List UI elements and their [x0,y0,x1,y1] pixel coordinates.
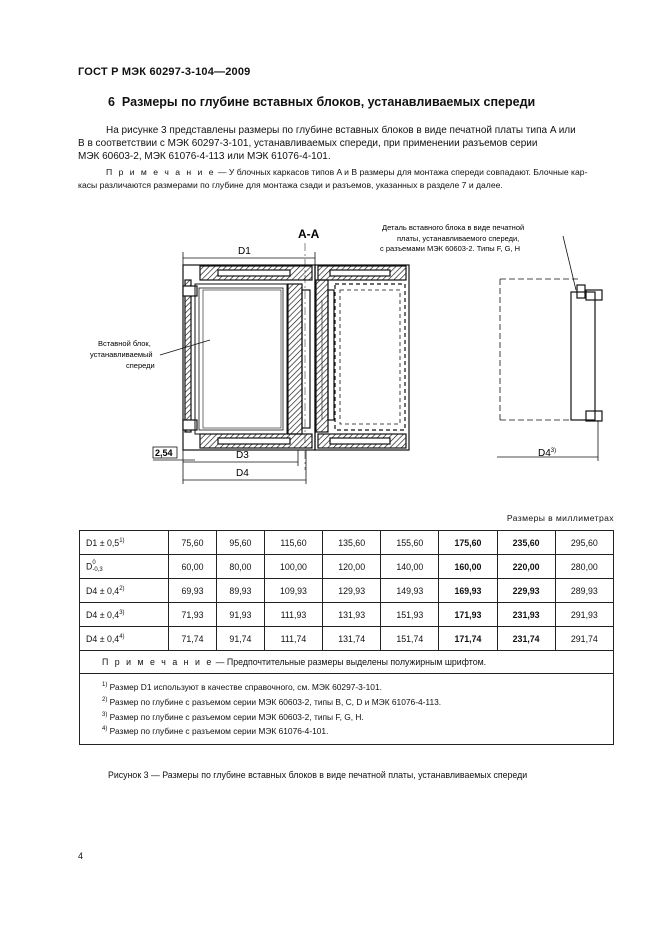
note-line-2: касы различаются размерами по глубине для монтажа сзади и разъемов, указанных в разделе 7 и далее. [78,180,503,190]
table-cell: 291,74 [555,627,613,651]
table-cell: 71,93 [169,603,217,627]
table-cell: 131,93 [323,603,381,627]
document-header: ГОСТ Р МЭК 60297-3-104—2009 [78,66,251,78]
table-cell: 229,93 [497,579,555,603]
row-label: $D1 \pm 0,5^{1)}$ [80,531,169,555]
d4-detail-label: D4$^{3)}$ [538,448,557,459]
table-cell: 289,93 [555,579,613,603]
table-cell: 280,00 [555,555,613,579]
intro-paragraph [78,124,614,163]
table-cell: 175,60 [439,531,497,555]
row-label: $D4 \pm 0,4^{2)}$ [80,579,169,603]
figure-caption: Рисунок 3 — Размеры по глубине вставных блоков в виде печатной платы, устанавливаемых спереди [108,770,528,780]
table-cell: 140,00 [381,555,439,579]
table-cell: 80,00 [216,555,264,579]
table-cell: 169,93 [439,579,497,603]
table-cell: 111,93 [264,603,322,627]
section-number: 6 [108,95,115,109]
table-cell: 291,93 [555,603,613,627]
table-cell: 151,93 [381,603,439,627]
table-cell: 95,60 [216,531,264,555]
table-cell: 109,93 [264,579,322,603]
paragraph-line-1: На рисунке 3 представлены размеры по глубине вставных блоков в виде печатной платы типа A или [106,125,576,136]
table-row [80,627,614,651]
table-note-row [80,651,614,674]
block-label-3: спереди [126,361,155,370]
table-cell: 149,93 [381,579,439,603]
table-cell: 231,93 [497,603,555,627]
table-cell: 131,74 [323,627,381,651]
table-cell: 155,60 [381,531,439,555]
note-label: П р и м е ч а н и е [106,167,216,177]
block-label-2: устанавливаемый [90,350,153,359]
table-cell: 91,74 [216,627,264,651]
row-label: $D4 \pm 0,4^{4)}$ [80,627,169,651]
table-cell: 220,00 [497,555,555,579]
table-cell: 71,74 [169,627,217,651]
table-note: П р и м е ч а н и е — Предпочтительные размеры выделены полужирным шрифтом. [80,651,614,674]
d4-label: D4 [236,468,249,479]
section-label: A-A [298,227,320,241]
page-number: 4 [78,851,84,861]
table-cell: 111,74 [264,627,322,651]
block-label-1: Вставной блок, [98,339,151,348]
detail-label-3: с разъемами МЭК 60603-2. Типы F, G, H [380,244,521,253]
table-cell: 231,74 [497,627,555,651]
detail-drawing [500,279,602,421]
table-row [80,531,614,555]
front-block-frame [183,265,315,450]
footnote: $^{3)}$ Размер по глубине с разъемом серии МЭК 60603-2, типы F, G, H. [102,711,364,722]
table-cell: 100,00 [264,555,322,579]
table-cell: 91,93 [216,603,264,627]
dim-254-label: 2,54 [155,448,173,458]
detail-label-1: Деталь вставного блока в виде печатной [382,223,525,232]
table-footnotes [80,674,614,745]
table-cell: 171,74 [439,627,497,651]
table-row [80,603,614,627]
depth-drawing [0,215,661,490]
table-cell: 135,60 [323,531,381,555]
table-cell: 60,00 [169,555,217,579]
table-cell: 115,60 [264,531,322,555]
dimensions-table [79,530,614,745]
table-cell: 75,60 [169,531,217,555]
detail-label-2: платы, устанавливаемого спереди, [397,234,520,243]
table-row [80,555,614,579]
table-row [80,579,614,603]
section-title [108,95,535,109]
table-cell: 69,93 [169,579,217,603]
paragraph-line-3: МЭК 60603-2, МЭК 61076-4-113 или МЭК 61076-4-101. [78,151,331,162]
footnote: $^{1)}$ Размер D1 используют в качестве справочного, см. МЭК 60297-3-101. [102,681,382,692]
note-line-1: — У блочных каркасов типов A и B размеры для монтажа спереди совпадают. Блочные кар- [215,167,588,177]
table-cell: 120,00 [323,555,381,579]
table-footnotes-row [80,674,614,745]
section-title-text: Размеры по глубине вставных блоков, устанавливаемых спереди [121,95,536,109]
d1-label: D1 [238,246,251,257]
rear-block-frame [315,265,409,450]
table-cell: 160,00 [439,555,497,579]
paragraph-line-2: B в соответствии с МЭК 60297-3-101, устанавливаемых спереди, при применении разъемов серии [78,138,538,149]
table-cell: 89,93 [216,579,264,603]
row-label: $D4 \pm 0,4^{3)}$ [80,603,169,627]
units-label: Размеры в миллиметрах [506,513,614,523]
table-cell: 295,60 [555,531,613,555]
footnote: $^{2)}$ Размер по глубине с разъемом серии МЭК 60603-2, типы B, C, D и МЭК 61076-4-113. [102,696,442,707]
table-cell: 235,60 [497,531,555,555]
table-cell: 151,74 [381,627,439,651]
row-label: D0 -0,3 [80,555,169,579]
d3-label: D3 [236,450,249,461]
table-cell: 129,93 [323,579,381,603]
top-note [78,166,614,192]
footnote: $^{4)}$ Размер по глубине с разъемом серии МЭК 61076-4-101. [102,726,329,737]
table-cell: 171,93 [439,603,497,627]
